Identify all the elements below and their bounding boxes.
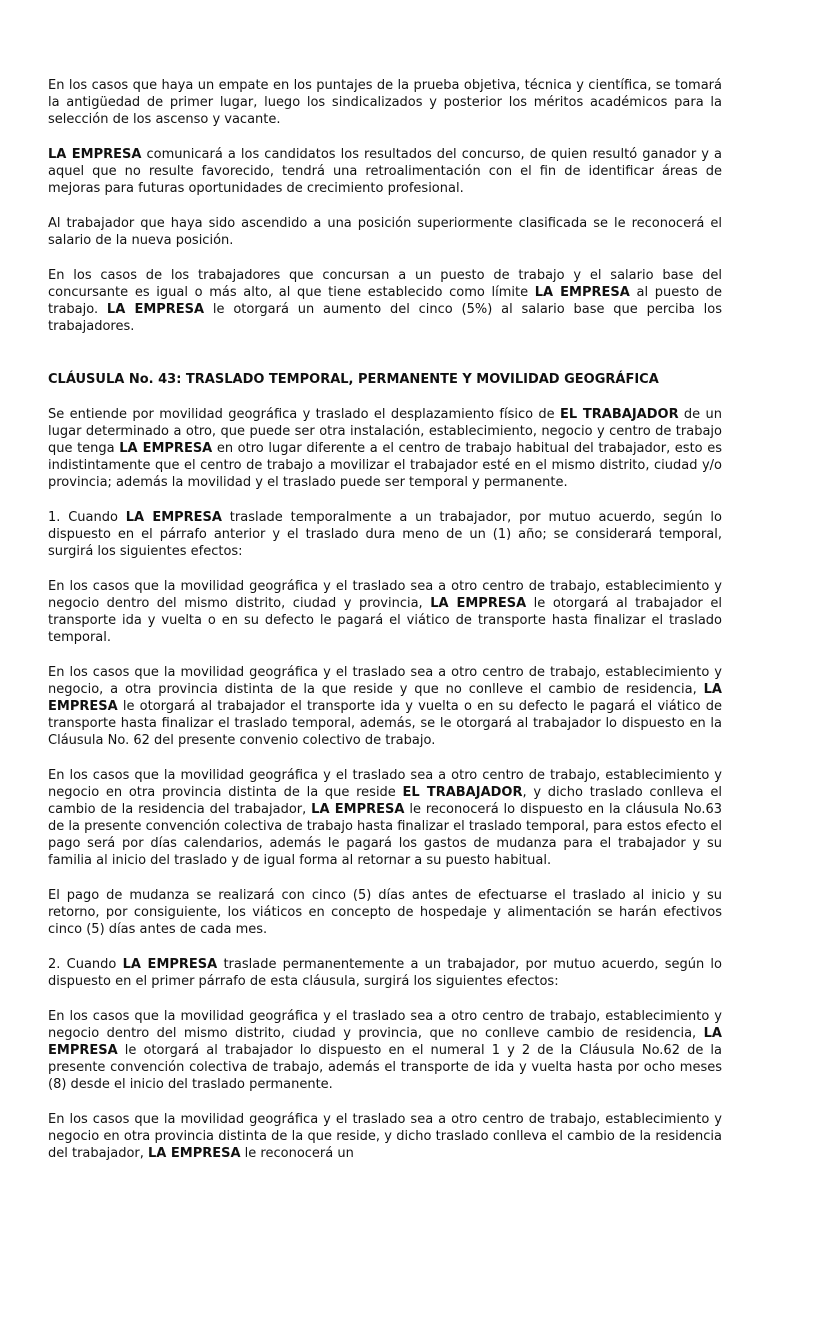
paragraph-text: le reconocerá lo dispuesto en la cláusula No.63 de la presente convención colectiva de trabajo hasta finalizar el traslado temporal, para estos efecto el pago será por días calendarios, además le pagará los gastos de mudanza para el trabajador y su familia al inicio del traslado y de igual forma al retornar a su puesto habitual. — [48, 802, 723, 868]
paragraph-moving-payment — [48, 887, 722, 938]
company-name-bold: LA EMPRESA — [125, 510, 222, 525]
paragraph-mobility-definition — [48, 406, 722, 491]
company-name-bold: LA EMPRESA — [48, 147, 142, 162]
paragraph-text: de un lugar determinado a otro, que puede ser otra instalación, establecimiento, negocio y centro de trabajo que tenga — [48, 407, 722, 456]
paragraph-text: En los casos que la movilidad geográfica y el traslado sea a otro centro de trabajo, establecimiento y negocio, a otra provincia distinta de la que reside y que no conlleve el cambio de residencia, — [48, 665, 722, 697]
worker-name-bold: EL TRABAJADOR — [560, 407, 679, 422]
paragraph-results-communication — [48, 146, 722, 197]
paragraph-text: En los casos que la movilidad geográfica y el traslado sea a otro centro de trabajo, establecimiento y negocio dentro del mismo distrito, ciudad y provincia, que no conlleve cambio de residencia, — [48, 1009, 722, 1041]
paragraph-text: Al trabajador que haya sido ascendido a una posición superiormente clasificada se le reconocerá el salario de la nueva posición. — [48, 216, 722, 248]
paragraph-other-province-residence — [48, 767, 722, 869]
clause-43-heading: CLÁUSULA No. 43: TRASLADO TEMPORAL, PERMANENTE Y MOVILIDAD GEOGRÁFICA — [48, 372, 659, 387]
company-name-bold: LA EMPRESA — [48, 1026, 722, 1058]
paragraph-text: En los casos que la movilidad geográfica y el traslado sea a otro centro de trabajo, establecimiento y negocio en otra provincia distinta de la que reside, y dicho traslado conlleva el cambio de la residencia del trabajador, — [48, 1112, 722, 1161]
paragraph-text: En los casos que haya un empate en los puntajes de la prueba objetiva, técnica y científica, se tomará la antigüedad de primer lugar, luego los sindicalizados y posterior los méritos académicos para la selección de los ascenso y vacante. — [48, 78, 722, 127]
paragraph-text: En los casos que la movilidad geográfica y el traslado sea a otro centro de trabajo, establecimiento y negocio dentro del mismo distrito, ciudad y provincia, — [48, 579, 722, 611]
company-name-bold: LA EMPRESA — [48, 682, 722, 714]
paragraph-text: le otorgará al trabajador el transporte ida y vuelta o en su defecto le pagará el viático de transporte hasta finalizar el traslado temporal. — [48, 596, 723, 645]
paragraph-text: Se entiende por movilidad geográfica y traslado el desplazamiento físico de — [48, 407, 561, 422]
paragraph-text: traslade permanentemente a un trabajador, por mutuo acuerdo, según lo dispuesto en el primer párrafo de esta cláusula, surgirá los siguientes efectos: — [48, 957, 722, 989]
company-name-bold: LA EMPRESA — [148, 1146, 241, 1161]
paragraph-text: al puesto de trabajo. — [48, 285, 722, 317]
company-name-bold: LA EMPRESA — [430, 596, 527, 611]
paragraph-same-district — [48, 578, 722, 646]
paragraph-text: En los casos de los trabajadores que concursan a un puesto de trabajo y el salario base del concursante es igual o más alto, al que tiene establecido como límite — [48, 268, 722, 300]
paragraph-temporary-transfer — [48, 509, 722, 560]
paragraph-promotion-salary — [48, 215, 722, 249]
company-name-bold: LA EMPRESA — [119, 441, 213, 456]
paragraph-permanent-other-province — [48, 1111, 722, 1162]
paragraph-text: le otorgará al trabajador lo dispuesto en el numeral 1 y 2 de la Cláusula No.62 de la presente convención colectiva de trabajo, además el transporte de ida y vuelta hasta por ocho meses (8) desde el inicio del traslado permanente. — [48, 1043, 722, 1092]
paragraph-text: en otro lugar diferente a el centro de trabajo habitual del trabajador, esto es indistintamente que el centro de trabajo a movilizar el trabajador esté en el mismo distrito, ciudad y/o provincia; además la movilidad y el traslado puede ser temporal y permanente. — [48, 441, 722, 490]
company-name-bold: LA EMPRESA — [106, 302, 205, 317]
paragraph-tie-break — [48, 77, 722, 128]
paragraph-permanent-transfer — [48, 956, 722, 990]
paragraph-text: El pago de mudanza se realizará con cinco (5) días antes de efectuarse el traslado al inicio y su retorno, por consiguiente, los viáticos en concepto de hospedaje y alimentación se harán efectivos cinco (5) días antes de cada mes. — [48, 888, 722, 937]
paragraph-text: le otorgará al trabajador el transporte ida y vuelta o en su defecto le pagará el viático de transporte hasta finalizar el traslado temporal, además, se le otorgará al trabajador lo dispuesto en la Cláusula No. 62 del presente convenio colectivo de trabajo. — [48, 699, 722, 748]
paragraph-text: traslade temporalmente a un trabajador, por mutuo acuerdo, según lo dispuesto en el párrafo anterior y el traslado dura meno de un (1) año; se considerará temporal, surgirá los siguientes efectos: — [48, 510, 722, 559]
paragraph-text: comunicará a los candidatos los resultados del concurso, de quien resultó ganador y a aquel que no resulte favorecido, tendrá una retroalimentación con el fin de identificar áreas de mejoras para futuras oportunidades de crecimiento profesional. — [48, 147, 722, 196]
paragraph-text: le otorgará un aumento del cinco (5%) al salario base que perciba los trabajadores. — [48, 302, 723, 334]
worker-name-bold: EL TRABAJADOR — [402, 785, 523, 800]
company-name-bold: LA EMPRESA — [534, 285, 630, 300]
paragraph-text: , y dicho traslado conlleva el cambio de la residencia del trabajador, — [48, 785, 722, 817]
company-name-bold: LA EMPRESA — [311, 802, 405, 817]
paragraph-salary-increase — [48, 267, 722, 335]
company-name-bold: LA EMPRESA — [122, 957, 218, 972]
paragraph-text: 1. Cuando — [48, 510, 126, 525]
paragraph-text: 2. Cuando — [48, 957, 123, 972]
paragraph-other-province-no-residence — [48, 664, 722, 749]
paragraph-permanent-same-district — [48, 1008, 722, 1093]
paragraph-text: En los casos que la movilidad geográfica y el traslado sea a otro centro de trabajo, establecimiento y negocio en otra provincia distinta de la que reside — [48, 768, 722, 800]
paragraph-text: le reconocerá un — [240, 1146, 354, 1161]
